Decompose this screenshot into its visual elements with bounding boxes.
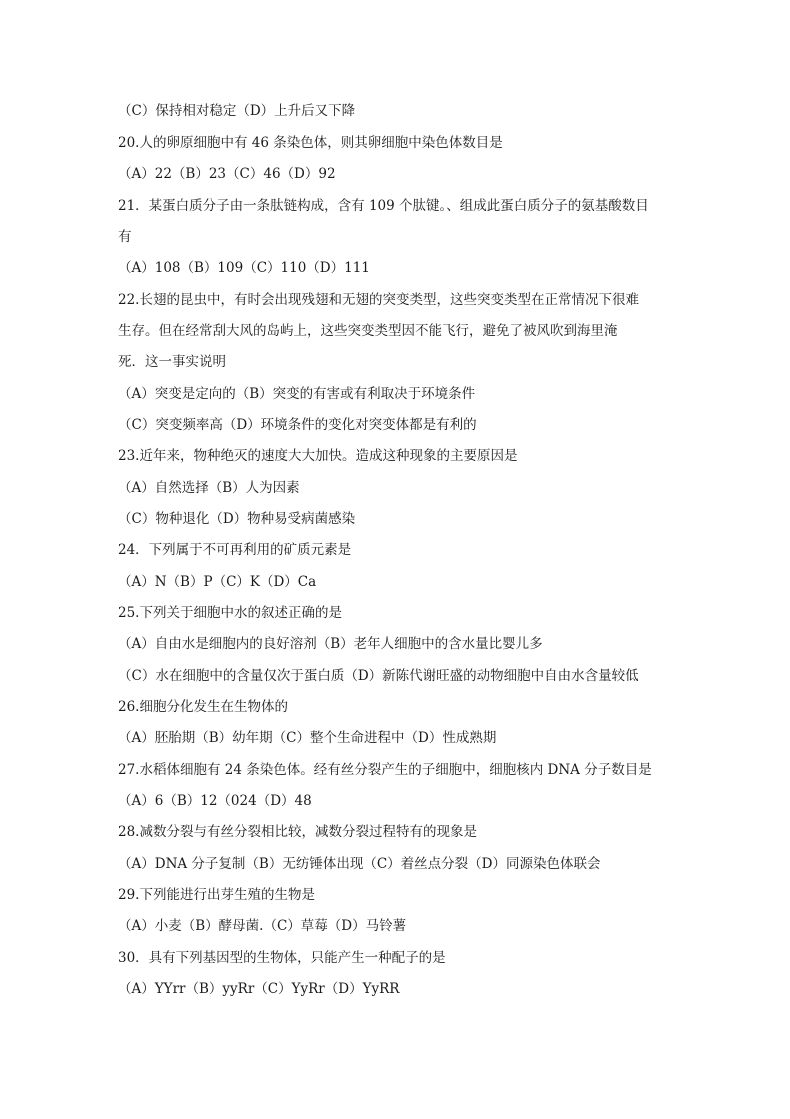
- question-25: 25.下列关于细胞中水的叙述正确的是: [118, 605, 342, 621]
- question-23-options-ab: （A）自然选择（B）人为因素: [118, 480, 300, 496]
- question-26: 26.细胞分化发生在生物体的: [118, 699, 288, 715]
- question-22-cont-1: 生存。但在经常刮大风的岛屿上，这些突变类型因不能飞行，避免了被风吹到海里淹: [118, 323, 618, 339]
- question-30-options: （A）YYrr（B）yyRr（C）YyRr（D）YyRR: [118, 981, 400, 997]
- question-22-options-cd: （C）突变频率高（D）环境条件的变化对突变体都是有利的: [118, 417, 477, 433]
- text-line: （C）保持相对稳定（D）上升后又下降: [118, 103, 356, 119]
- question-22-cont-2: 死．这一事实说明: [118, 354, 226, 370]
- question-22: 22.长翅的昆虫中，有时会出现残翅和无翅的突变类型，这些突变类型在正常情况下很难: [118, 292, 639, 308]
- question-21-options: （A）108（B）109（C）110（D）111: [118, 260, 370, 276]
- question-28: 28.减数分裂与有丝分裂相比较，减数分裂过程特有的现象是: [118, 824, 477, 840]
- question-27: 27.水稻体细胞有 24 条染色体。经有丝分裂产生的子细胞中，细胞核内 DNA 分子数目是: [118, 762, 652, 778]
- question-21: 21．某蛋白质分子由一条肽链构成，含有 109 个肽键。、组成此蛋白质分子的氨基酸数目: [118, 198, 649, 214]
- question-29-options: （A）小麦（B）酵母菌.（C）草莓（D）马铃薯: [118, 918, 407, 934]
- question-25-options-ab: （A）自由水是细胞内的良好溶剂（B）老年人细胞中的含水量比婴儿多: [118, 636, 543, 652]
- question-24-options: （A）N（B）P（C）K（D）Ca: [118, 574, 317, 590]
- question-20: 20.人的卵原细胞中有 46 条染色体，则其卵细胞中染色体数目是: [118, 135, 503, 151]
- question-27-options: （A）6（B）12（024（D）48: [118, 793, 312, 809]
- question-25-options-cd: （C）水在细胞中的含量仅次于蛋白质（D）新陈代谢旺盛的动物细胞中自由水含量较低: [118, 668, 639, 684]
- question-22-options-ab: （A）突变是定向的（B）突变的有害或有利取决于环境条件: [118, 386, 476, 402]
- question-20-options: （A）22（B）23（C）46（D）92: [118, 166, 336, 182]
- question-28-options: （A）DNA 分子复制（B）无纺锤体出现（C）着丝点分裂（D）同源染色体联会: [118, 856, 601, 872]
- question-29: 29.下列能进行出芽生殖的生物是: [118, 887, 315, 903]
- question-26-options: （A）胚胎期（B）幼年期（C）整个生命进程中（D）性成熟期: [118, 730, 497, 746]
- question-23: 23.近年来，物种绝灭的速度大大加快。造成这种现象的主要原因是: [118, 448, 518, 464]
- question-23-options-cd: （C）物种退化（D）物种易受病菌感染: [118, 511, 356, 527]
- question-21-cont: 有: [118, 229, 132, 245]
- question-24: 24．下列属于不可再利用的矿质元素是: [118, 542, 352, 558]
- question-30: 30．具有下列基因型的生物体，只能产生一种配子的是: [118, 950, 446, 966]
